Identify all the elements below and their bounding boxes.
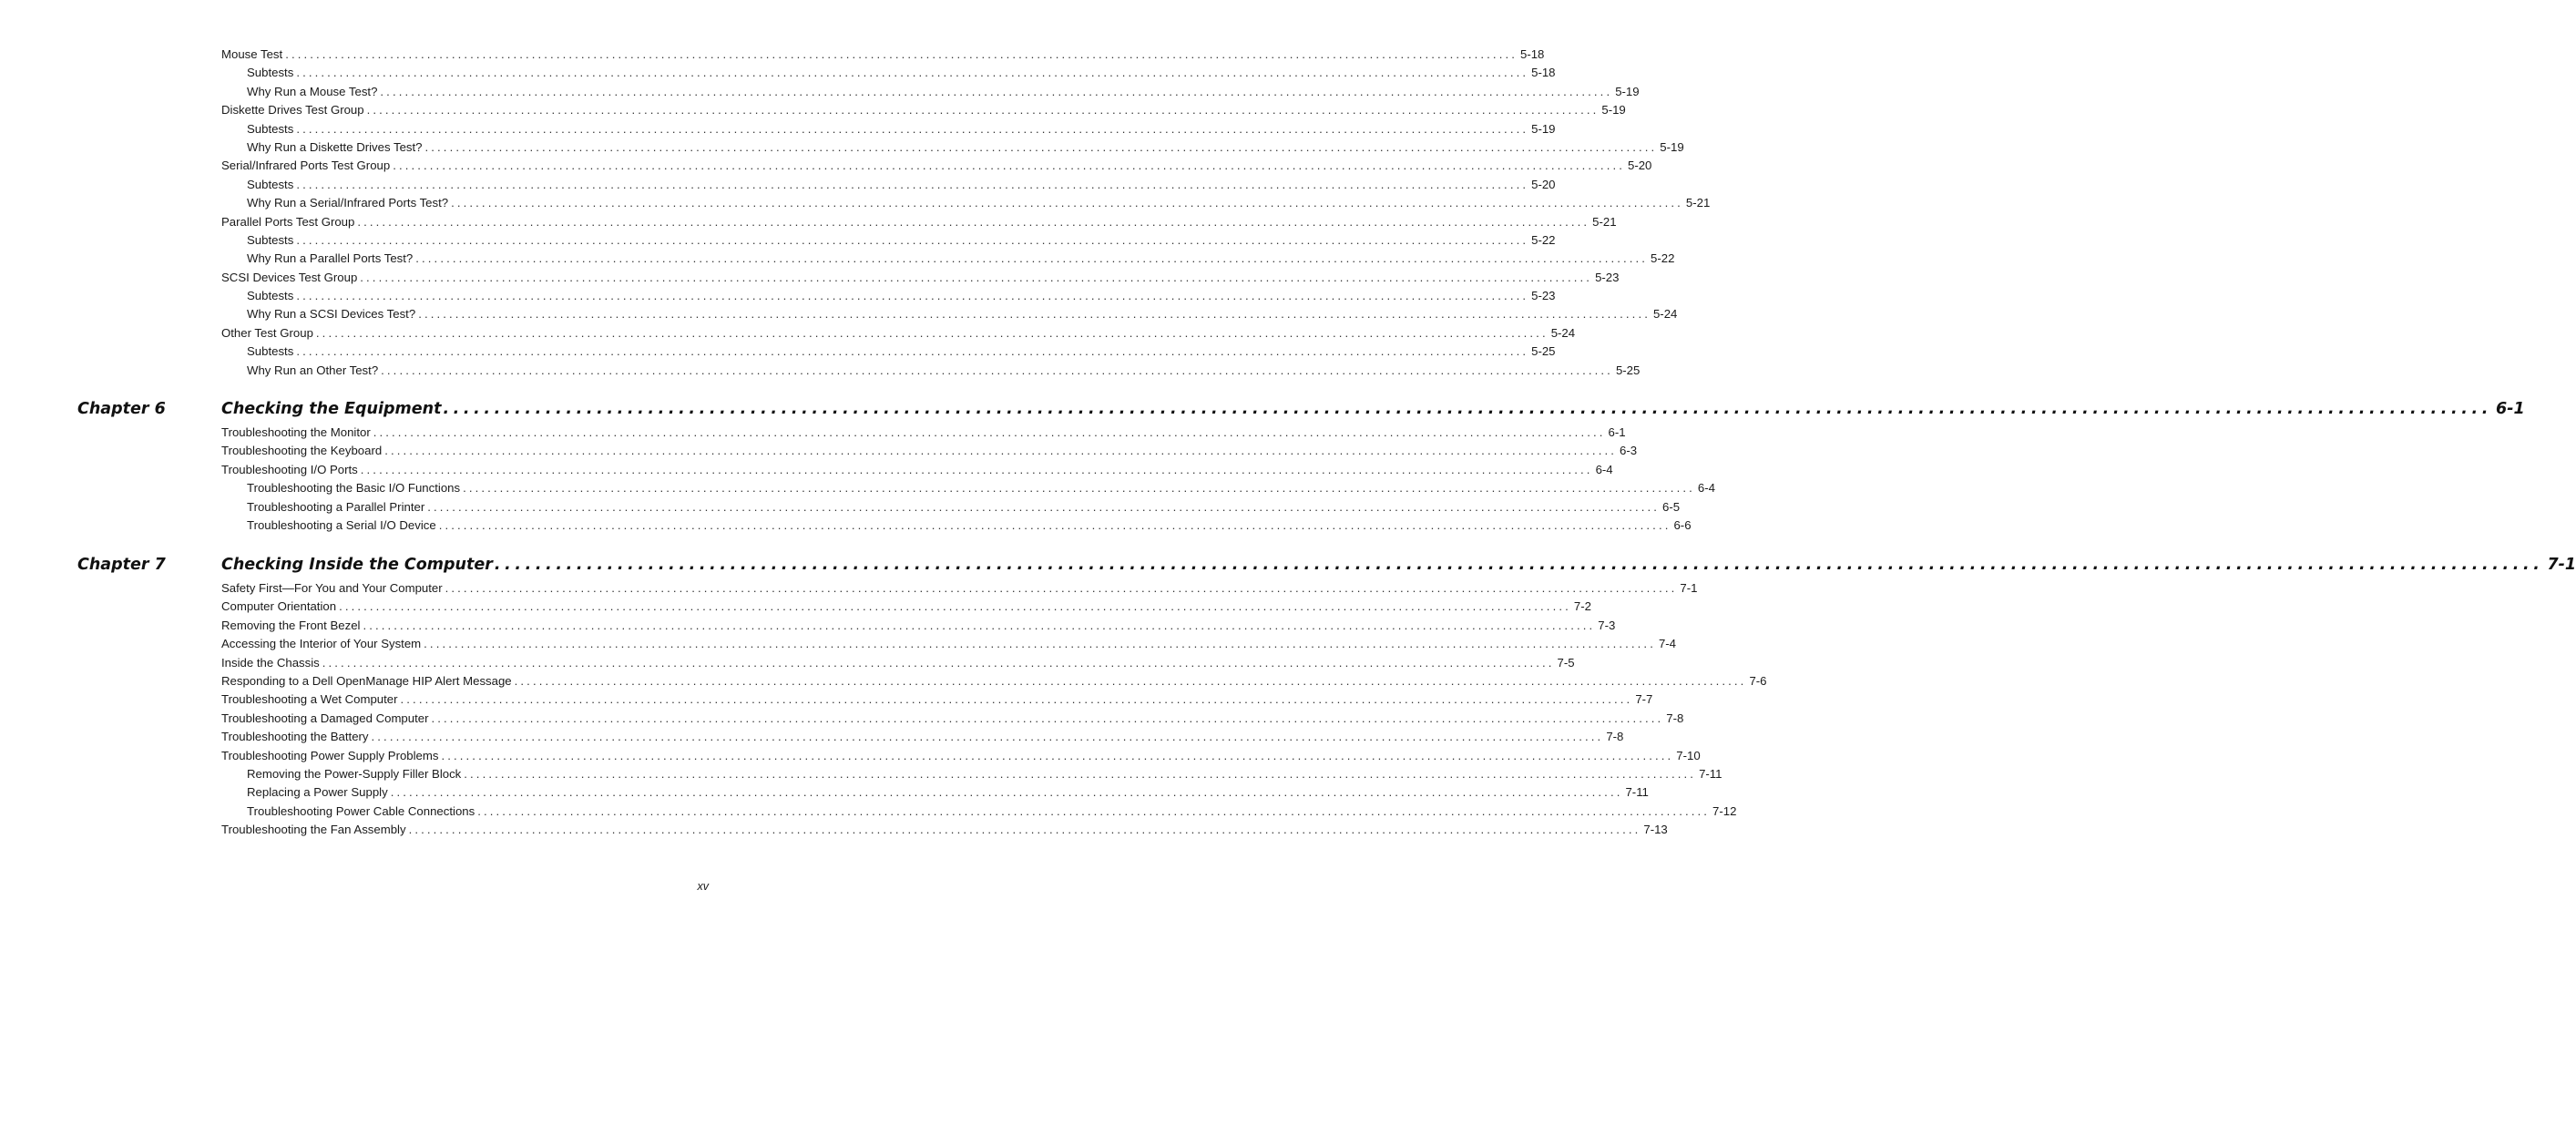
chapter-page-number: 6-1 — [2496, 400, 2525, 418]
dot-leader: ........................................................................................................................................................................................................ — [384, 444, 1617, 458]
entry-title: Troubleshooting I/O Ports — [221, 462, 358, 476]
entry-page-number: 5-24 — [1652, 307, 1678, 322]
entry-page-number: 5-18 — [1531, 66, 1556, 80]
dot-leader: ........................................................................................................................................................................................................ — [445, 581, 1678, 595]
entry-page-number: 6-3 — [1619, 444, 1638, 458]
entry-title: Why Run a Parallel Ports Test? — [247, 251, 414, 266]
toc-entry[interactable] — [221, 424, 1626, 442]
entry-page-number: 6-6 — [1673, 517, 1692, 532]
toc-entry[interactable] — [221, 120, 1556, 138]
toc-entry[interactable] — [221, 579, 1698, 598]
entry-title: Removing the Power-Supply Filler Block — [247, 766, 462, 781]
entry-title: Subtests — [247, 344, 294, 359]
toc-entry[interactable] — [221, 461, 1613, 479]
chapter-title: Checking the Equipment — [221, 400, 442, 418]
dot-leader: ........................................................................................................................................................................................................ — [463, 481, 1695, 496]
toc-entry[interactable] — [221, 46, 1545, 64]
entry-page-number: 7-6 — [1749, 673, 1767, 688]
toc-entry[interactable] — [221, 269, 1620, 287]
toc-entry[interactable] — [221, 287, 1556, 305]
entry-title: Why Run a Mouse Test? — [247, 84, 378, 98]
entry-title: Safety First—For You and Your Computer — [221, 581, 443, 595]
toc-entry[interactable] — [221, 176, 1556, 194]
entry-title: Troubleshooting a Damaged Computer — [221, 711, 429, 725]
dot-leader: ........................................................................................................................................................................................................ — [381, 363, 1613, 377]
entry-title: Why Run a Serial/Infrared Ports Test? — [247, 196, 449, 210]
toc-entry[interactable] — [221, 479, 1715, 497]
entry-title: Accessing the Interior of Your System — [221, 637, 422, 651]
entry-page-number: 6-4 — [1595, 462, 1613, 476]
toc-entry[interactable] — [221, 64, 1556, 82]
toc-entry[interactable] — [221, 598, 1591, 616]
entry-page-number: 7-10 — [1676, 748, 1701, 762]
toc-entry[interactable] — [221, 821, 1668, 839]
page-number: xv — [697, 880, 709, 893]
entry-title: Troubleshooting the Monitor — [221, 425, 371, 439]
dot-leader: ........................................................................................................................................................................................................ — [427, 499, 1661, 514]
toc-entry[interactable] — [221, 783, 1649, 802]
entry-page-number: 7-11 — [1625, 785, 1649, 800]
entry-page-number: 5-21 — [1685, 196, 1711, 210]
entry-title: Removing the Front Bezel — [221, 618, 361, 632]
entry-page-number: 7-8 — [1666, 711, 1684, 725]
entry-title: Inside the Chassis — [221, 655, 320, 670]
toc-entry[interactable] — [221, 231, 1556, 250]
dot-leader: ........................................................................................................................................................................................................ — [477, 803, 1711, 818]
dot-leader: ........................................................................................................................................................................................................ — [451, 196, 1683, 210]
dot-leader: ........................................................................................................................................................................................................ — [322, 655, 1555, 670]
entry-page-number: 5-22 — [1651, 251, 1675, 266]
dot-leader: ........................................................................................................................................................................................................ — [357, 214, 1590, 229]
entry-page-number: 7-12 — [1712, 803, 1737, 818]
entry-title: Subtests — [247, 66, 294, 80]
dot-leader: ........................................................................................................................................................................................................ — [438, 517, 1671, 532]
entry-page-number: 5-21 — [1592, 214, 1617, 229]
toc-entry[interactable] — [221, 728, 1624, 746]
dot-leader: ........................................................................................................................................................................................................ — [339, 599, 1571, 614]
chapter-heading[interactable] — [221, 398, 2525, 420]
dot-leader: ........................................................................................................................................................................................................ — [390, 785, 1623, 800]
entry-title: Why Run a Diskette Drives Test? — [247, 139, 423, 154]
entry-title: Subtests — [247, 289, 294, 303]
toc-entry[interactable] — [221, 213, 1617, 231]
chapter-page-number: 7-1 — [2547, 556, 2576, 574]
entry-page-number: 5-22 — [1531, 232, 1556, 247]
toc-entry[interactable] — [221, 516, 1692, 535]
dot-leader: ........................................................................................................................................................................................................ — [424, 637, 1656, 651]
entry-page-number: 7-7 — [1635, 692, 1653, 707]
entry-page-number: 7-3 — [1598, 618, 1616, 632]
dot-leader: ........................................................................................................................................................................................................ — [296, 232, 1529, 247]
toc-entry[interactable] — [221, 305, 1678, 323]
entry-page-number: 5-25 — [1615, 363, 1641, 377]
toc-entry[interactable] — [221, 157, 1652, 175]
entry-title: Troubleshooting the Fan Assembly — [221, 823, 406, 837]
entry-title: Subtests — [247, 232, 294, 247]
entry-page-number: 5-18 — [1519, 47, 1545, 61]
dot-leader: ........................................................................................................................................................................................................ — [380, 84, 1613, 98]
toc-continuation-block — [221, 46, 1711, 380]
entry-title: Troubleshooting the Basic I/O Functions — [247, 481, 461, 496]
chapter-title: Checking Inside the Computer — [221, 556, 493, 574]
entry-title: Mouse Test — [221, 47, 283, 61]
entry-title: Troubleshooting Power Supply Problems — [221, 748, 439, 762]
toc-entry[interactable] — [221, 83, 1640, 101]
dot-leader: ........................................................................................................................................................................................................ — [296, 344, 1529, 359]
toc-entry[interactable] — [221, 803, 1737, 821]
entry-page-number: 5-25 — [1531, 344, 1556, 359]
toc-entry[interactable] — [221, 442, 1638, 460]
chapter-6-entries — [221, 424, 1715, 535]
dot-leader: ........................................................................................................................................................................................................ — [360, 270, 1593, 284]
entry-title: Troubleshooting Power Cable Connections — [247, 803, 475, 818]
dot-leader: ........................................................................................................................................................................................................ — [315, 325, 1549, 340]
dot-leader: ........................................................................................................................................................................................................ — [296, 66, 1529, 80]
entry-page-number: 7-13 — [1643, 823, 1668, 837]
chapter-heading[interactable] — [221, 554, 2576, 576]
dot-leader: ........................................................................................................................................................................................................ — [296, 289, 1529, 303]
entry-page-number: 7-8 — [1606, 730, 1624, 744]
entry-title: Why Run a SCSI Devices Test? — [247, 307, 416, 322]
toc-entry[interactable] — [221, 343, 1556, 361]
dot-leader: ........................................................................................................................................................................................................ — [424, 139, 1658, 154]
dot-leader: ........................................................................................................................................................................................................ — [514, 673, 1747, 688]
dot-leader: ........................................................................................................................................................................................................ — [371, 730, 1604, 744]
entry-title: Troubleshooting the Battery — [221, 730, 369, 744]
entry-title: Diskette Drives Test Group — [221, 103, 364, 118]
toc-entry[interactable] — [221, 101, 1626, 119]
toc-entry[interactable] — [221, 747, 1701, 765]
entry-title: Troubleshooting the Keyboard — [221, 444, 383, 458]
entry-title: Troubleshooting a Wet Computer — [221, 692, 398, 707]
toc-entry[interactable] — [221, 138, 1684, 157]
entry-page-number: 5-19 — [1660, 139, 1684, 154]
dot-leader: ........................................................................................................................................................................................................ — [408, 823, 1641, 837]
entry-title: Troubleshooting a Serial I/O Device — [247, 517, 436, 532]
dot-leader: ........................................................................................................................................................................................................ — [366, 103, 1600, 118]
toc-entry[interactable] — [221, 617, 1616, 635]
entry-page-number: 5-24 — [1550, 325, 1576, 340]
dot-leader: ........................................................................................................................................................................................................ — [494, 556, 2544, 574]
dot-leader: ........................................................................................................................................................................................................ — [296, 177, 1529, 191]
toc-entry[interactable] — [221, 250, 1675, 268]
dot-leader: ........................................................................................................................................................................................................ — [285, 47, 1518, 61]
entry-page-number: 7-11 — [1699, 766, 1722, 781]
dot-leader: ........................................................................................................................................................................................................ — [431, 711, 1664, 725]
dot-leader: ........................................................................................................................................................................................................ — [296, 121, 1529, 136]
dot-leader: ........................................................................................................................................................................................................ — [373, 425, 1606, 439]
toc-entry[interactable] — [221, 324, 1576, 343]
entry-page-number: 5-19 — [1615, 84, 1640, 98]
toc-entry[interactable] — [221, 765, 1722, 783]
entry-page-number: 7-4 — [1658, 637, 1677, 651]
dot-leader: ........................................................................................................................................................................................................ — [360, 462, 1593, 476]
entry-page-number: 7-2 — [1573, 599, 1591, 614]
entry-page-number: 7-5 — [1557, 655, 1575, 670]
toc-entry[interactable] — [221, 498, 1681, 516]
dot-leader: ........................................................................................................................................................................................................ — [443, 400, 2493, 418]
dot-leader: ........................................................................................................................................................................................................ — [464, 766, 1697, 781]
toc-entry[interactable] — [221, 654, 1575, 672]
entry-page-number: 5-19 — [1531, 121, 1556, 136]
entry-page-number: 6-5 — [1662, 499, 1681, 514]
toc-entry[interactable] — [221, 635, 1677, 653]
entry-title: Computer Orientation — [221, 599, 337, 614]
dot-leader: ........................................................................................................................................................................................................ — [363, 618, 1596, 632]
toc-entry[interactable] — [221, 362, 1641, 380]
entry-title: Other Test Group — [221, 325, 313, 340]
entry-title: Serial/Infrared Ports Test Group — [221, 159, 391, 173]
dot-leader: ........................................................................................................................................................................................................ — [393, 159, 1625, 173]
entry-page-number: 6-4 — [1697, 481, 1715, 496]
entry-title: Responding to a Dell OpenManage HIP Alert Message — [221, 673, 512, 688]
entry-page-number: 5-23 — [1531, 289, 1556, 303]
chapter-7-entries — [221, 579, 1767, 839]
entry-title: Replacing a Power Supply — [247, 785, 388, 800]
dot-leader: ........................................................................................................................................................................................................ — [400, 692, 1633, 707]
dot-leader: ........................................................................................................................................................................................................ — [418, 307, 1651, 322]
entry-title: Subtests — [247, 177, 294, 191]
chapter-label: Chapter 6 — [77, 400, 166, 418]
entry-page-number: 6-1 — [1608, 425, 1626, 439]
chapter-label: Chapter 7 — [77, 556, 166, 574]
entry-page-number: 7-1 — [1680, 581, 1698, 595]
entry-title: Parallel Ports Test Group — [221, 214, 355, 229]
entry-page-number: 5-23 — [1595, 270, 1620, 284]
entry-page-number: 5-20 — [1531, 177, 1556, 191]
dot-leader: ........................................................................................................................................................................................................ — [415, 251, 1649, 266]
entry-title: Subtests — [247, 121, 294, 136]
entry-title: Why Run an Other Test? — [247, 363, 379, 377]
entry-title: SCSI Devices Test Group — [221, 270, 358, 284]
toc-entry[interactable] — [221, 194, 1711, 212]
entry-page-number: 5-20 — [1627, 159, 1652, 173]
toc-entry[interactable] — [221, 672, 1767, 690]
toc-entry[interactable] — [221, 710, 1684, 728]
entry-title: Troubleshooting a Parallel Printer — [247, 499, 425, 514]
dot-leader: ........................................................................................................................................................................................................ — [441, 748, 1674, 762]
entry-page-number: 5-19 — [1601, 103, 1626, 118]
toc-entry[interactable] — [221, 690, 1653, 709]
